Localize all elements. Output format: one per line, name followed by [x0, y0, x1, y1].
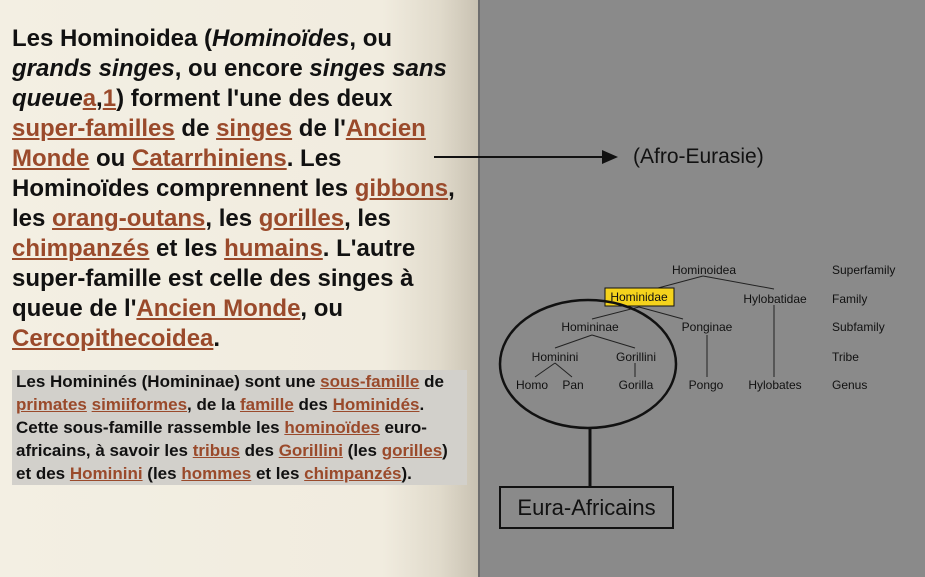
node-hominini: Hominini: [531, 350, 579, 364]
rank-superfamily: Superfamily: [832, 263, 896, 277]
text: , les: [205, 205, 259, 232]
text: de: [174, 115, 217, 142]
link-sous-famille[interactable]: sous-famille: [320, 372, 420, 391]
link-chimpanzes-2[interactable]: chimpanzés: [304, 464, 402, 483]
rank-subfamily: Subfamily: [832, 320, 885, 334]
text-italic: grands singes: [12, 55, 175, 82]
homininae-paragraph: [12, 370, 467, 485]
eura-africains-ellipse: [496, 294, 686, 494]
link-ref-1[interactable]: 1: [102, 85, 117, 112]
text: et les: [149, 235, 225, 262]
link-primates[interactable]: primates: [16, 395, 87, 414]
node-hylobates: Hylobates: [748, 378, 802, 392]
node-homo: Homo: [515, 378, 549, 392]
eura-africains-label: Eura-Africains: [499, 486, 674, 529]
node-ponginae: Ponginae: [681, 320, 733, 334]
text: des: [239, 441, 279, 460]
link-orang-outans[interactable]: orang-outans: [52, 205, 206, 232]
text: de: [419, 372, 444, 391]
link-hominides[interactable]: Hominidés: [332, 395, 420, 414]
text: ) et des: [16, 441, 448, 483]
rank-genus: Genus: [832, 378, 868, 392]
link-hommes[interactable]: hommes: [181, 464, 252, 483]
link-simiiformes[interactable]: simiiformes: [91, 395, 188, 414]
text: , ou encore: [174, 55, 310, 82]
link-hominini[interactable]: Hominini: [69, 464, 143, 483]
link-gorillini[interactable]: Gorillini: [278, 441, 343, 460]
text: , les: [12, 175, 455, 232]
link-humains[interactable]: humains: [224, 235, 323, 262]
text: .: [213, 325, 221, 352]
text: (les: [342, 441, 382, 460]
text: , ou: [349, 25, 393, 52]
text-italic: singes sans queue: [12, 55, 447, 112]
link-catarrhiniens[interactable]: Catarrhiniens: [131, 145, 287, 172]
afro-eurasie-label: (Afro-Eurasie): [633, 145, 764, 168]
node-pan: Pan: [562, 378, 584, 392]
text: Les Hominoidea (: [12, 25, 213, 52]
text: (les: [142, 464, 182, 483]
node-pongo: Pongo: [688, 378, 724, 392]
node-hominidae: Hominidae: [610, 290, 668, 304]
text: . Les Hominoïdes comprennent les: [12, 145, 355, 202]
link-famille[interactable]: famille: [239, 395, 294, 414]
text: . L'autre super-famille est celle des singes à queue de l': [12, 235, 416, 322]
link-super-familles[interactable]: super-familles: [12, 115, 175, 142]
node-hylobatidae: Hylobatidae: [743, 292, 807, 306]
text: de l': [292, 115, 346, 142]
text: , de la: [187, 395, 240, 414]
node-gorillini: Gorillini: [615, 350, 657, 364]
link-cercopithecoidea[interactable]: Cercopithecoidea: [12, 325, 214, 352]
link-gibbons[interactable]: gibbons: [354, 175, 449, 202]
link-hominoides[interactable]: hominoïdes: [284, 418, 380, 437]
arrow-right-icon: [434, 147, 619, 167]
text: . Cette sous-famille rassemble les: [16, 395, 425, 437]
hominoidea-paragraph: [12, 24, 472, 354]
text: , les: [344, 205, 391, 232]
link-ancien-monde[interactable]: Ancien Monde: [12, 115, 426, 172]
text: , ou: [300, 295, 344, 322]
text: euro-africains, à savoir les: [16, 418, 427, 460]
text-italic: Hominoïdes: [212, 25, 350, 52]
text: ) forment l'une des deux: [116, 85, 393, 112]
text: ou: [89, 145, 132, 172]
link-singes[interactable]: singes: [216, 115, 293, 142]
link-chimpanzes[interactable]: chimpanzés: [12, 235, 150, 262]
text: et les: [251, 464, 305, 483]
node-homininae: Homininae: [561, 320, 619, 334]
link-gorilles[interactable]: gorilles: [258, 205, 345, 232]
node-hominoidea: Hominoidea: [671, 263, 737, 277]
link-tribus[interactable]: tribus: [192, 441, 240, 460]
node-gorilla: Gorilla: [618, 378, 654, 392]
rank-family: Family: [832, 292, 868, 306]
link-note-a[interactable]: a: [82, 85, 97, 112]
link-gorilles-2[interactable]: gorilles: [381, 441, 443, 460]
link-ancien-monde-2[interactable]: Ancien Monde: [136, 295, 301, 322]
text: ).: [401, 464, 412, 483]
text: Les Homininés (Homininae) sont une: [16, 372, 321, 391]
text: ,: [96, 85, 103, 112]
rank-tribe: Tribe: [832, 350, 859, 364]
text: des: [293, 395, 333, 414]
